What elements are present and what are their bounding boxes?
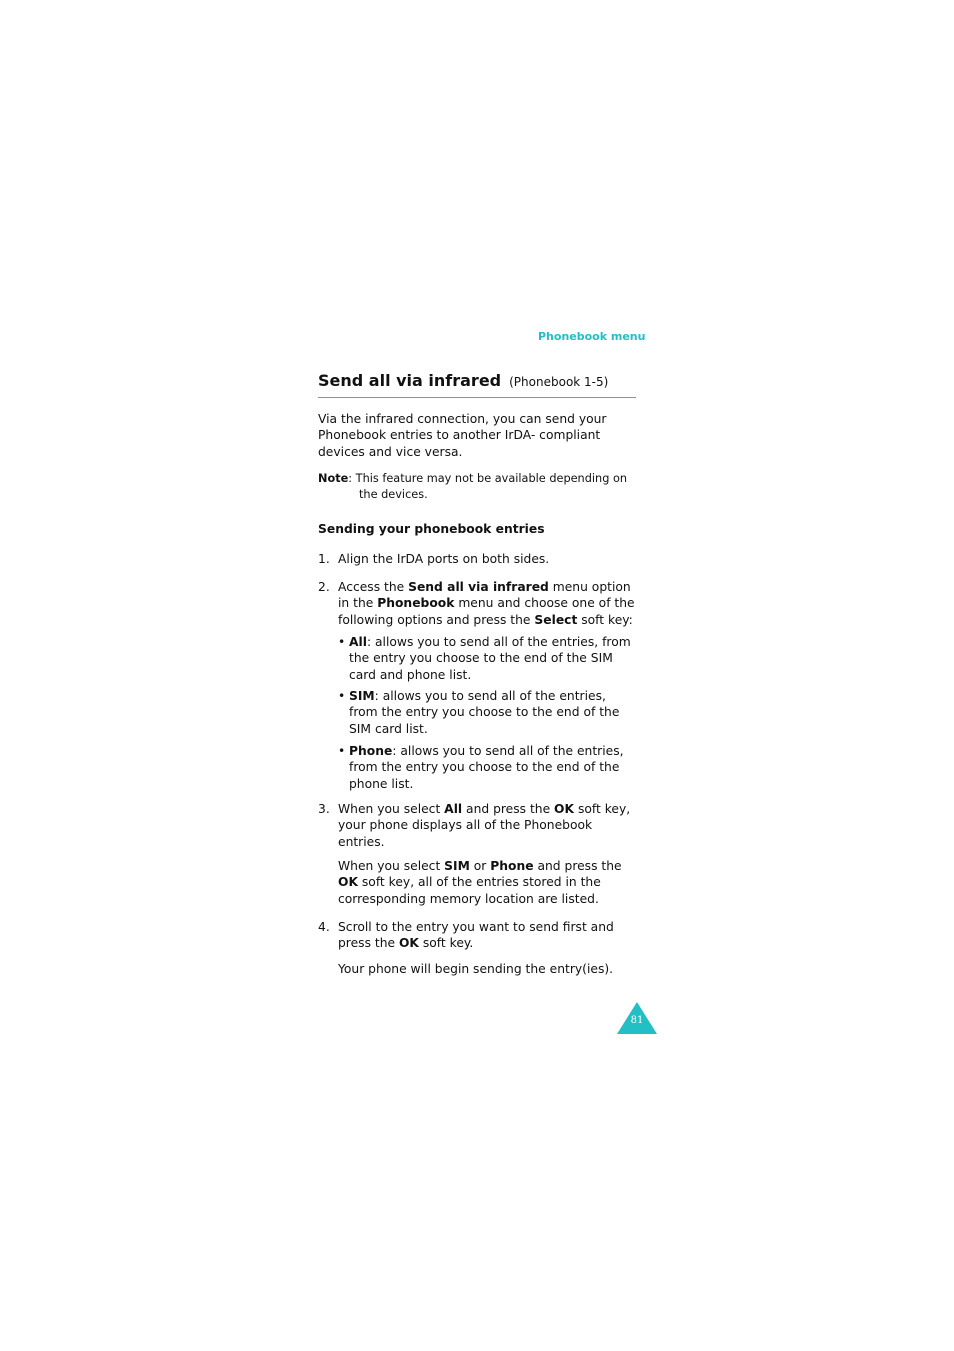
text-line: the entry you choose to the end of the SIM xyxy=(349,651,613,666)
step-number: 4. xyxy=(318,920,330,934)
subheading: Sending your phonebook entries xyxy=(318,522,545,536)
text-run: When you select xyxy=(338,859,445,873)
text-run: Access the xyxy=(338,580,409,594)
menu-name: Phonebook xyxy=(377,596,455,611)
text-run: and press the xyxy=(462,802,555,816)
text-run: : allows you to send all of the entries, xyxy=(392,744,624,758)
key-name: OK xyxy=(554,802,575,816)
step-text xyxy=(338,579,638,628)
step-text: Align the IrDA ports on both sides. xyxy=(338,552,550,566)
menu-reference: (Phonebook 1-5) xyxy=(509,375,609,389)
page-number: 81 xyxy=(630,1015,644,1026)
text-run: soft key, all of the entries stored in the xyxy=(357,875,601,890)
bullet: • xyxy=(338,744,346,758)
option-name: Phone xyxy=(349,744,393,758)
text-run: and press the xyxy=(533,859,622,873)
text-line: SIM card list. xyxy=(349,721,428,736)
intro-paragraph xyxy=(318,411,638,460)
option-name: All xyxy=(349,635,367,649)
intro-line: Via the infrared connection, you can send your xyxy=(318,412,607,426)
step-text xyxy=(338,919,638,952)
option-name: SIM xyxy=(349,689,375,703)
step-text: Your phone will begin sending the entry(ies). xyxy=(338,962,614,976)
intro-line: devices and vice versa. xyxy=(318,444,463,459)
key-name: Select xyxy=(534,612,578,627)
text-run: : allows you to send all of the entries, from xyxy=(366,635,631,649)
option-item xyxy=(349,743,639,792)
text-line: entries. xyxy=(338,834,385,849)
text-run: press the xyxy=(338,936,399,951)
key-name: OK xyxy=(398,936,419,951)
text-line: corresponding memory location are listed. xyxy=(338,891,599,906)
note-line: : This feature may not be available depending on xyxy=(348,472,628,485)
text-line: your phone displays all of the Phonebook xyxy=(338,818,593,833)
text-run: When you select xyxy=(338,802,445,816)
text-run: soft key, xyxy=(574,802,631,816)
note-line: the devices. xyxy=(359,488,428,502)
note xyxy=(318,471,638,504)
step-number: 1. xyxy=(318,552,330,566)
intro-line: Phonebook entries to another IrDA- compliant xyxy=(318,428,601,443)
text-line: phone list. xyxy=(349,776,414,791)
option-name: Phone xyxy=(490,859,534,873)
step-number: 3. xyxy=(318,802,330,816)
text-line: from the entry you choose to the end of the xyxy=(349,705,620,720)
text-line: from the entry you choose to the end of the xyxy=(349,760,620,775)
note-label: Note xyxy=(318,472,349,485)
bullet: • xyxy=(338,689,346,703)
option-item xyxy=(349,688,639,737)
text-run: or xyxy=(469,859,491,873)
text-run: soft key: xyxy=(577,612,633,627)
text-run: menu and choose one of the xyxy=(454,596,635,611)
heading xyxy=(318,371,636,398)
text-run: following options and press the xyxy=(338,612,535,627)
section-label: Phonebook menu xyxy=(538,330,646,343)
text-line: Scroll to the entry you want to send first and xyxy=(338,920,614,934)
bullet: • xyxy=(338,635,346,649)
option-name: SIM xyxy=(444,859,470,873)
option-name: All xyxy=(444,802,463,816)
page-title: Send all via infrared xyxy=(318,371,502,390)
step-text xyxy=(338,801,638,850)
text-line: card and phone list. xyxy=(349,667,472,682)
text-run: in the xyxy=(338,596,378,611)
step-number: 2. xyxy=(318,580,330,594)
text-run: soft key. xyxy=(418,936,474,951)
menu-name: Send all via infrared xyxy=(408,580,549,594)
step-text xyxy=(338,858,638,907)
text-run: menu option xyxy=(548,580,631,594)
option-item xyxy=(349,634,639,683)
text-run: : allows you to send all of the entries, xyxy=(374,689,606,703)
key-name: OK xyxy=(338,875,358,890)
